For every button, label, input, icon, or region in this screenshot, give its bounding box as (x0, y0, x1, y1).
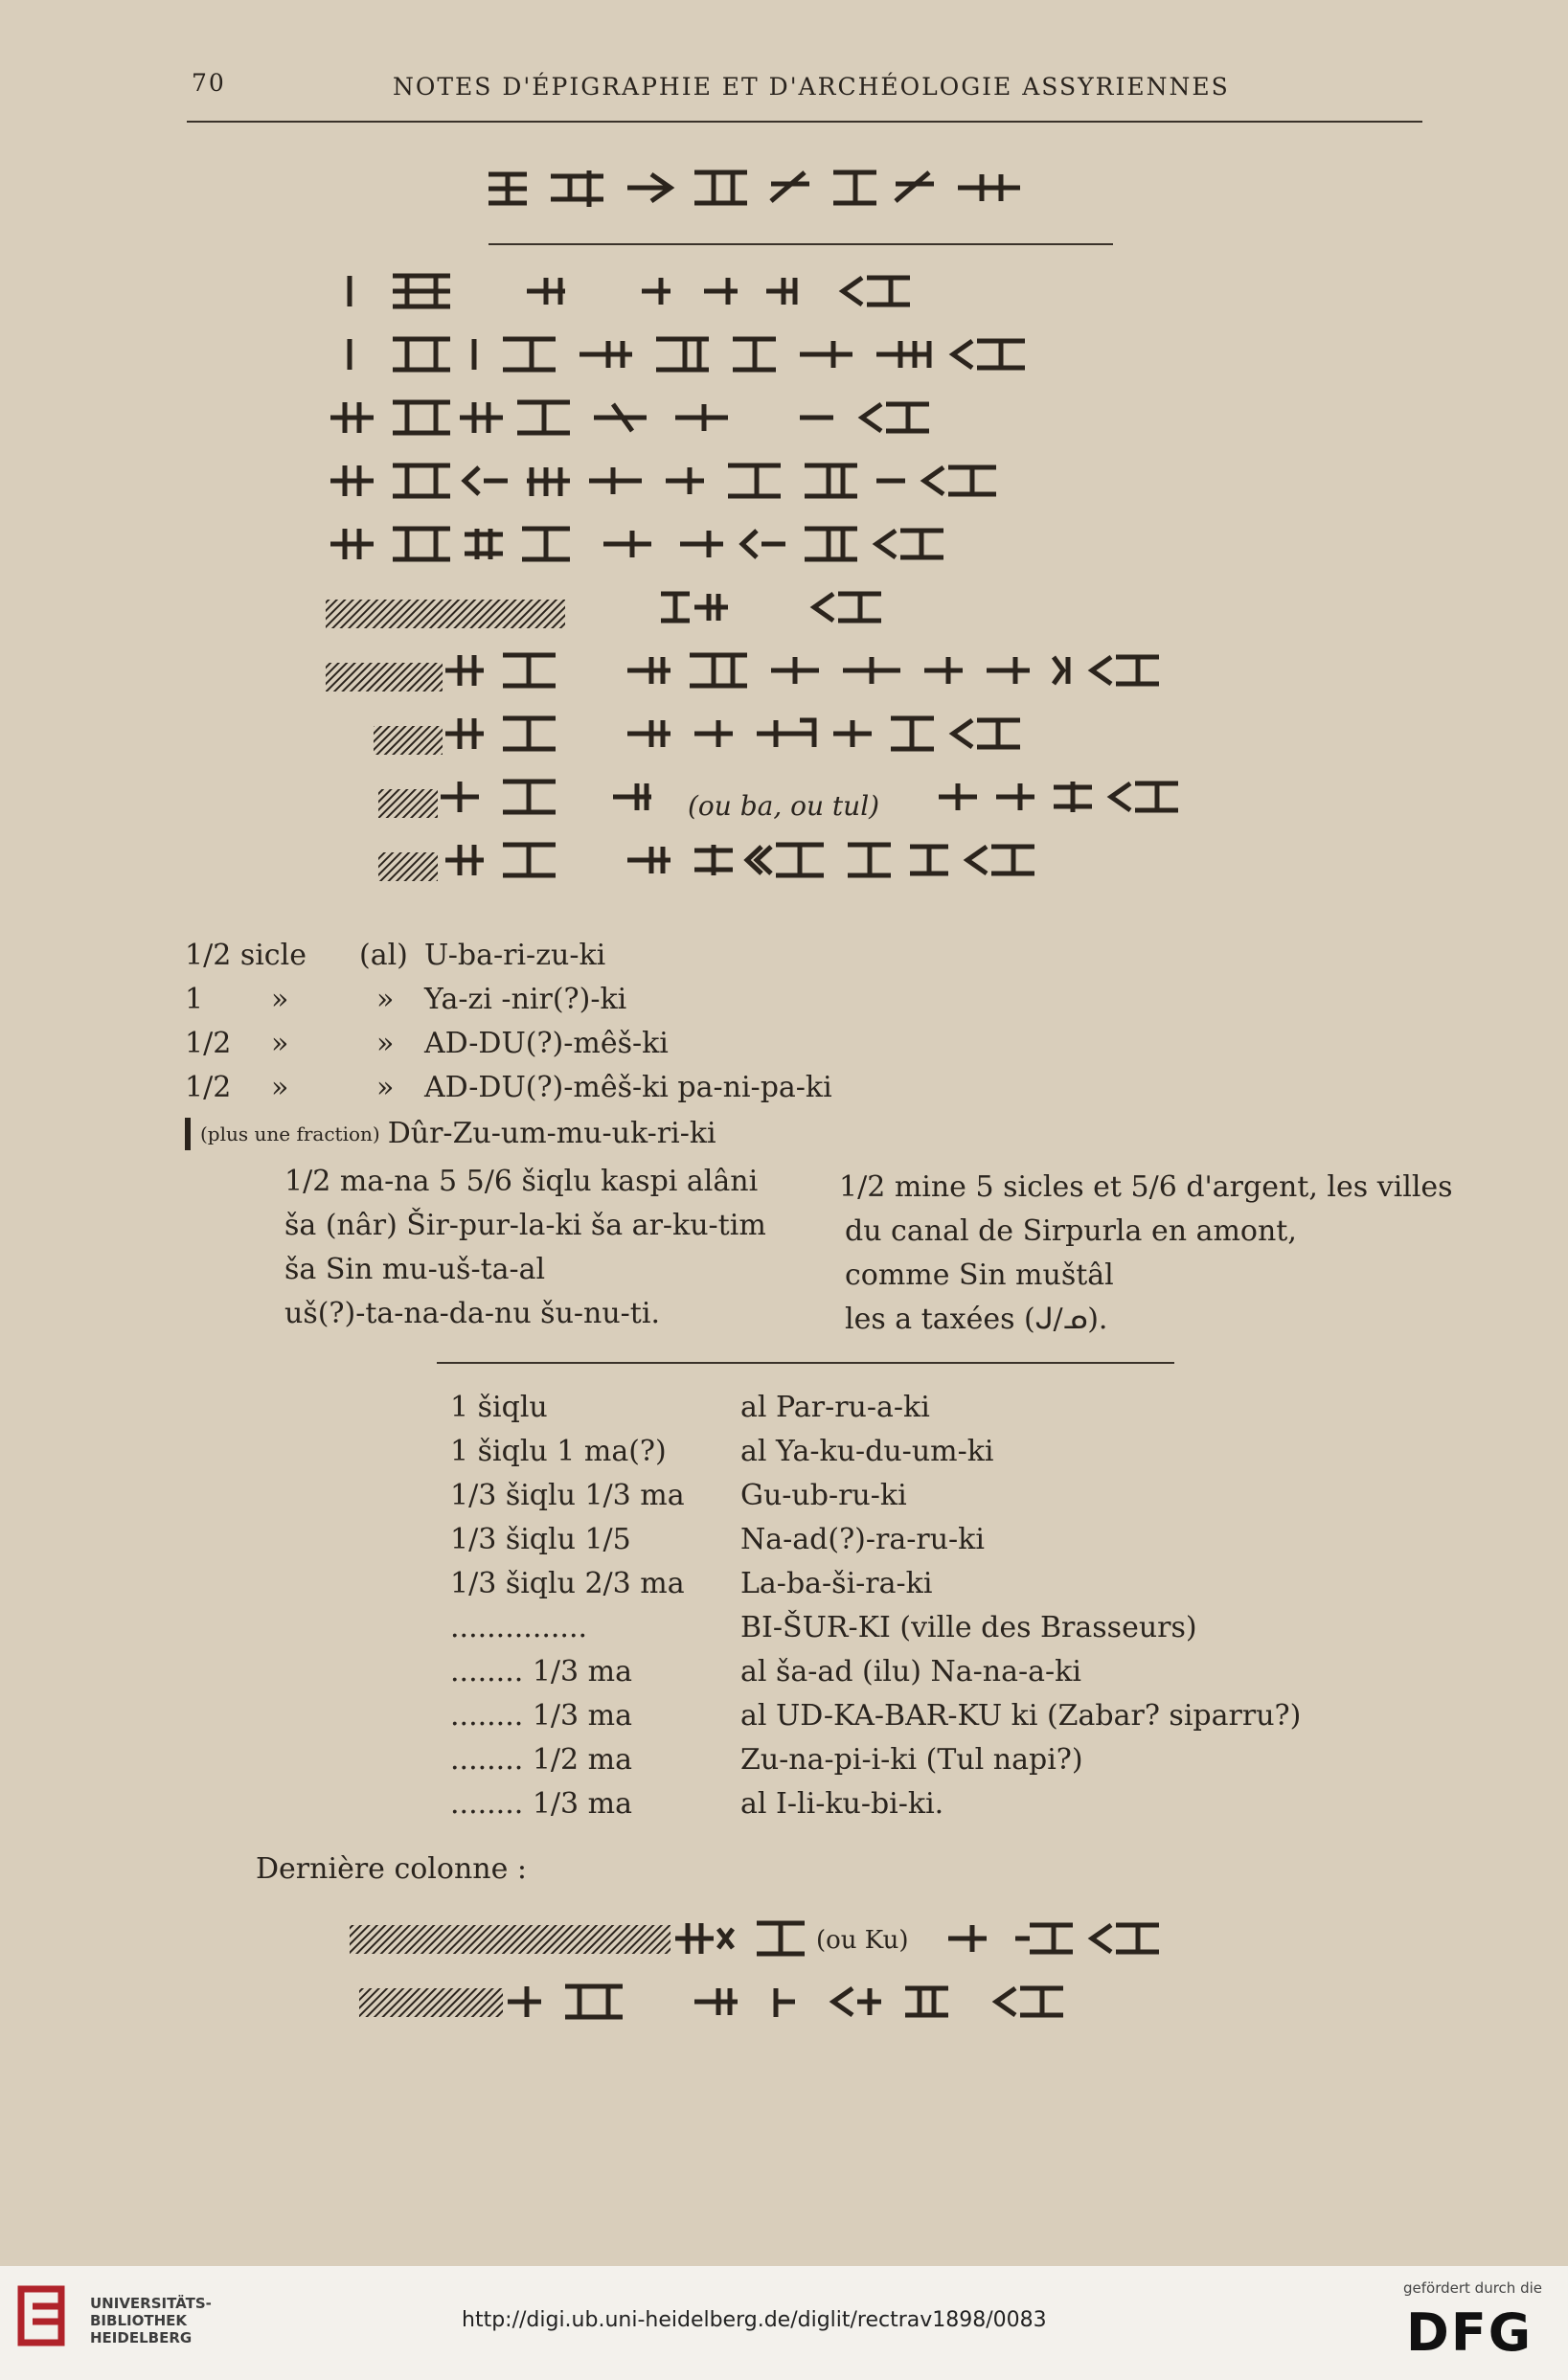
cuneiform-variant-note: (ou ba, ou tul) (688, 790, 880, 822)
list1-name-3: AD-DU(?)-mêš-ki pa-ni-pa-ki (424, 1071, 832, 1104)
list2-amount-1: 1 šiqlu 1 ma(?) (450, 1435, 667, 1468)
section-rule (437, 1362, 1174, 1364)
list1-amount-0: 1/2 sicle (185, 939, 307, 972)
list1-ditto-2: » (271, 1027, 289, 1060)
header-rule (187, 121, 1422, 123)
page-number: 70 (192, 69, 226, 97)
list1-amount-3: 1/2 (185, 1071, 232, 1104)
dfg-logo[interactable]: DFG (1406, 2302, 1534, 2363)
last-column-label: Dernière colonne : (256, 1852, 528, 1886)
list2-name-1: al Ya-ku-du-um-ki (740, 1435, 994, 1468)
list2-amount-3: 1/3 šiqlu 1/5 (450, 1523, 631, 1556)
fraction-note: (plus une fraction) (200, 1122, 380, 1145)
list2-amount-2: 1/3 šiqlu 1/3 ma (450, 1479, 685, 1512)
fraction-name: Dûr-Zu-um-mu-uk-ri-ki (387, 1117, 716, 1150)
list1-amount-1: 1 (185, 983, 204, 1016)
summary-left-0: 1/2 ma-na 5 5/6 šiqlu kaspi alâni (284, 1165, 759, 1198)
list2-name-9: al I-li-ku-bi-ki. (740, 1787, 944, 1821)
list2-amount-6: ........ 1/3 ma (450, 1655, 632, 1689)
list1-amount-2: 1/2 (185, 1027, 232, 1060)
last-column-variant-note (816, 1926, 909, 1955)
list2-name-3: Na-ad(?)-ra-ru-ki (740, 1523, 985, 1556)
list2-amount-7: ........ 1/3 ma (450, 1699, 632, 1733)
list2-name-6: al ša-ad (ilu) Na-na-a-ki (740, 1655, 1081, 1689)
summary-right-2: comme Sin muštâl (845, 1258, 1114, 1292)
list1-prefix-3: » (376, 1071, 395, 1104)
library-logo-icon (17, 2283, 77, 2356)
summary-right-1: du canal de Sirpurla en amont, (845, 1214, 1297, 1248)
list2-name-2: Gu-ub-ru-ki (740, 1479, 907, 1512)
list1-prefix-0: (al) (359, 939, 408, 972)
list1-name-2: AD-DU(?)-mêš-ki (424, 1027, 669, 1060)
list1-prefix-2: » (376, 1027, 395, 1060)
list2-amount-8: ........ 1/2 ma (450, 1743, 632, 1777)
list2-name-7: al UD-KA-BAR-KU ki (Zabar? siparru?) (740, 1699, 1302, 1733)
summary-left-1: ša (nâr) Šir-pur-la-ki ša ar-ku-tim (284, 1209, 766, 1242)
library-name-line-3: HEIDELBERG (90, 2329, 193, 2346)
list2-name-4: La-ba-ši-ra-ki (740, 1567, 933, 1600)
fraction-line (185, 1117, 716, 1150)
list2-name-5: BI-ŠUR-KI (ville des Brasseurs) (740, 1611, 1197, 1644)
library-name[interactable] (90, 2295, 212, 2346)
vertical-wedge-icon (185, 1118, 191, 1150)
list1-prefix-1: » (376, 983, 395, 1016)
library-name-line-1: UNIVERSITÄTS- (90, 2295, 212, 2312)
list2-amount-5: ............... (450, 1611, 588, 1644)
source-url-link[interactable]: http://digi.ub.uni-heidelberg.de/diglit/rectrav1898/0083 (462, 2308, 1047, 2332)
variant-note-text: (ou Ku) (816, 1926, 909, 1955)
list2-amount-9: ........ 1/3 ma (450, 1787, 632, 1821)
summary-left-2: ša Sin mu-uš-ta-al (284, 1253, 546, 1286)
list1-name-0: U-ba-ri-zu-ki (424, 939, 606, 972)
running-title: NOTES D'ÉPIGRAPHIE ET D'ARCHÉOLOGIE ASSYRIENNES (393, 73, 1230, 101)
summary-right-3: les a taxées (ᒍ/ᓄ). (845, 1303, 1108, 1336)
cuneiform-block-2 (345, 1915, 1207, 2030)
funded-by-label: gefördert durch die (1403, 2279, 1542, 2297)
cuneiform-title-line (484, 165, 1116, 211)
list2-amount-0: 1 šiqlu (450, 1391, 548, 1424)
footer-bar (0, 2266, 1568, 2380)
library-name-line-2: BIBLIOTHEK (90, 2312, 187, 2329)
title-rule (489, 243, 1113, 245)
list2-name-0: al Par-ru-a-ki (740, 1391, 930, 1424)
list1-ditto-3: » (271, 1071, 289, 1104)
list1-name-1: Ya-zi -nir(?)-ki (424, 983, 627, 1016)
summary-right-0: 1/2 mine 5 sicles et 5/6 d'argent, les villes (839, 1170, 1453, 1204)
list1-ditto-1: » (271, 983, 289, 1016)
list2-name-8: Zu-na-pi-i-ki (Tul napi?) (740, 1743, 1083, 1777)
list2-amount-4: 1/3 šiqlu 2/3 ma (450, 1567, 685, 1600)
summary-left-3: uš(?)-ta-na-da-nu šu-nu-ti. (284, 1297, 660, 1330)
